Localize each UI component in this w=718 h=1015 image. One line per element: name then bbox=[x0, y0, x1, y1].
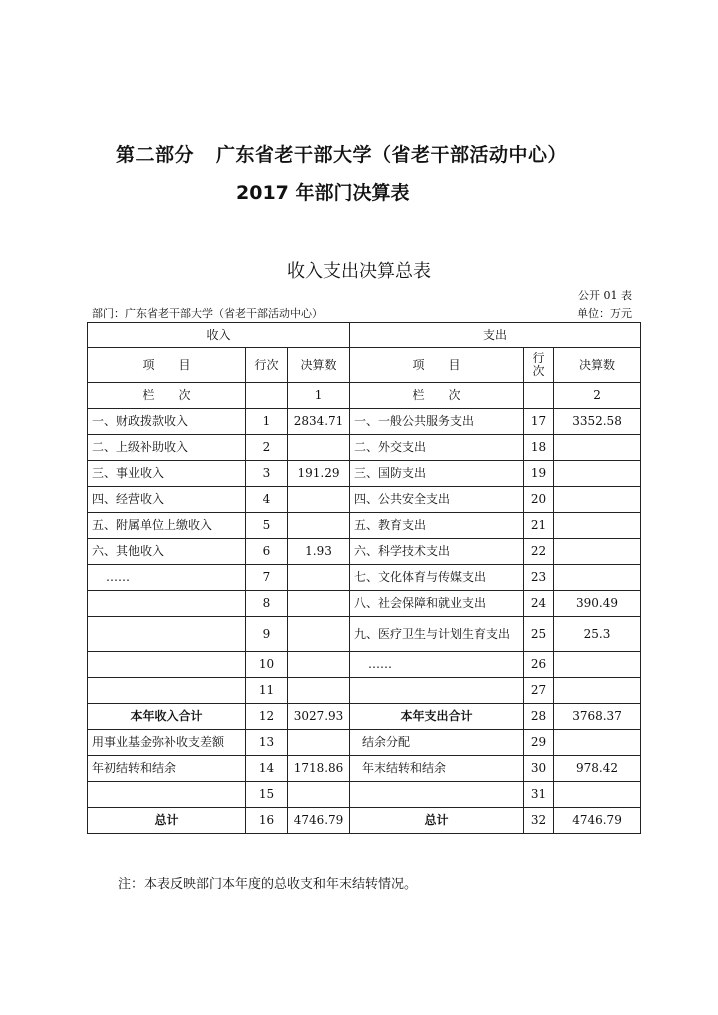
table-row bbox=[88, 539, 641, 565]
expense-line-no-cell: 18 bbox=[524, 435, 554, 461]
expense-item-cell bbox=[350, 678, 524, 704]
table-row bbox=[88, 487, 641, 513]
part-label: 第二部分 bbox=[116, 144, 195, 166]
expense-line-no-cell: 22 bbox=[524, 539, 554, 565]
expense-amount-cell: 978.42 bbox=[554, 756, 641, 782]
income-amount-header: 决算数 bbox=[288, 348, 350, 383]
expense-amount-cell bbox=[554, 487, 641, 513]
income-amount-cell bbox=[288, 782, 350, 808]
expense-amount-cell bbox=[554, 782, 641, 808]
table-code: 公开 01 表 bbox=[578, 289, 632, 302]
expense-item-cell: 总计 bbox=[350, 808, 524, 834]
expense-amount-cell: 4746.79 bbox=[554, 808, 641, 834]
income-amount-cell bbox=[288, 435, 350, 461]
income-line-no-cell: 1 bbox=[246, 409, 288, 435]
expense-column-no: 2 bbox=[554, 383, 641, 409]
expense-line-no-cell: 31 bbox=[524, 782, 554, 808]
income-amount-cell: 2834.71 bbox=[288, 409, 350, 435]
income-item-header: 项 目 bbox=[88, 348, 246, 383]
table-row bbox=[88, 435, 641, 461]
income-amount-cell bbox=[288, 591, 350, 617]
income-amount-cell: 1718.86 bbox=[288, 756, 350, 782]
expense-amount-cell: 390.49 bbox=[554, 591, 641, 617]
income-item-cell bbox=[88, 678, 246, 704]
income-item-cell bbox=[88, 782, 246, 808]
expense-line-no-cell: 20 bbox=[524, 487, 554, 513]
income-line-no-cell: 15 bbox=[246, 782, 288, 808]
income-item-cell: 五、附属单位上缴收入 bbox=[88, 513, 246, 539]
expense-line-no-cell: 24 bbox=[524, 591, 554, 617]
expense-item-cell: 本年支出合计 bbox=[350, 704, 524, 730]
table-row bbox=[88, 565, 641, 591]
expense-column-no-blank bbox=[524, 383, 554, 409]
expense-item-header: 项 目 bbox=[350, 348, 524, 383]
income-amount-cell: 1.93 bbox=[288, 539, 350, 565]
expense-amount-cell bbox=[554, 461, 641, 487]
expense-item-cell: 九、医疗卫生与计划生育支出 bbox=[350, 617, 524, 652]
expense-line-no-cell: 32 bbox=[524, 808, 554, 834]
income-amount-cell bbox=[288, 565, 350, 591]
table-row bbox=[88, 461, 641, 487]
income-item-cell: 用事业基金弥补收支差额 bbox=[88, 730, 246, 756]
income-column-no: 1 bbox=[288, 383, 350, 409]
expense-line-no-cell: 17 bbox=[524, 409, 554, 435]
income-amount-cell: 4746.79 bbox=[288, 808, 350, 834]
income-line-no-cell: 16 bbox=[246, 808, 288, 834]
column-header-row bbox=[88, 348, 641, 383]
table-title: 收入支出决算总表 bbox=[287, 261, 431, 282]
income-column-no-label: 栏 次 bbox=[88, 383, 246, 409]
expense-line-no-cell: 23 bbox=[524, 565, 554, 591]
income-amount-cell: 3027.93 bbox=[288, 704, 350, 730]
income-line-no-cell: 7 bbox=[246, 565, 288, 591]
column-number-row bbox=[88, 383, 641, 409]
expense-amount-cell bbox=[554, 652, 641, 678]
table-row bbox=[88, 704, 641, 730]
income-amount-cell bbox=[288, 730, 350, 756]
income-line-no-cell: 8 bbox=[246, 591, 288, 617]
expense-amount-cell bbox=[554, 513, 641, 539]
income-item-cell: 总计 bbox=[88, 808, 246, 834]
income-item-cell: 六、其他收入 bbox=[88, 539, 246, 565]
table-row bbox=[88, 591, 641, 617]
income-line-no-cell: 13 bbox=[246, 730, 288, 756]
table-row bbox=[88, 756, 641, 782]
income-amount-cell: 191.29 bbox=[288, 461, 350, 487]
income-item-cell: 本年收入合计 bbox=[88, 704, 246, 730]
expense-line-no-cell: 25 bbox=[524, 617, 554, 652]
expense-item-cell: 年末结转和结余 bbox=[350, 756, 524, 782]
expense-item-cell: 结余分配 bbox=[350, 730, 524, 756]
table-row bbox=[88, 652, 641, 678]
income-amount-cell bbox=[288, 617, 350, 652]
income-line-no-cell: 12 bbox=[246, 704, 288, 730]
income-line-no-cell: 2 bbox=[246, 435, 288, 461]
table-row bbox=[88, 808, 641, 834]
table-row bbox=[88, 617, 641, 652]
expense-line-no-header: 行 次 bbox=[524, 348, 554, 383]
income-line-no-cell: 5 bbox=[246, 513, 288, 539]
income-line-no-cell: 4 bbox=[246, 487, 288, 513]
expense-amount-cell bbox=[554, 678, 641, 704]
budget-table bbox=[87, 322, 641, 834]
income-column-no-blank bbox=[246, 383, 288, 409]
income-item-cell bbox=[88, 617, 246, 652]
document-title bbox=[116, 140, 567, 167]
income-line-no-cell: 14 bbox=[246, 756, 288, 782]
income-line-no-header: 行次 bbox=[246, 348, 288, 383]
income-item-cell bbox=[88, 652, 246, 678]
expense-amount-header: 决算数 bbox=[554, 348, 641, 383]
income-section-header: 收入 bbox=[88, 323, 350, 348]
income-amount-cell bbox=[288, 487, 350, 513]
expense-item-cell: 七、文化体育与传媒支出 bbox=[350, 565, 524, 591]
expense-line-no-cell: 26 bbox=[524, 652, 554, 678]
income-item-cell: 三、事业收入 bbox=[88, 461, 246, 487]
expense-section-header: 支出 bbox=[350, 323, 641, 348]
table-row bbox=[88, 513, 641, 539]
expense-line-no-cell: 30 bbox=[524, 756, 554, 782]
expense-item-cell: 五、教育支出 bbox=[350, 513, 524, 539]
section-header-row bbox=[88, 323, 641, 348]
expense-amount-cell bbox=[554, 539, 641, 565]
income-amount-cell bbox=[288, 652, 350, 678]
table-row bbox=[88, 678, 641, 704]
expense-line-no-cell: 19 bbox=[524, 461, 554, 487]
expense-amount-cell bbox=[554, 435, 641, 461]
expense-amount-cell: 3768.37 bbox=[554, 704, 641, 730]
document-year-title: 2017 年部门决算表 bbox=[236, 182, 410, 204]
expense-line-no-cell: 29 bbox=[524, 730, 554, 756]
income-item-cell: 二、上级补助收入 bbox=[88, 435, 246, 461]
expense-column-no-label: 栏 次 bbox=[350, 383, 524, 409]
income-item-cell: …… bbox=[88, 565, 246, 591]
income-item-cell bbox=[88, 591, 246, 617]
expense-item-cell: 四、公共安全支出 bbox=[350, 487, 524, 513]
income-amount-cell bbox=[288, 678, 350, 704]
expense-amount-cell bbox=[554, 730, 641, 756]
table-row bbox=[88, 782, 641, 808]
income-line-no-cell: 11 bbox=[246, 678, 288, 704]
expense-item-cell: …… bbox=[350, 652, 524, 678]
department-label: 部门：广东省老干部大学（省老干部活动中心） bbox=[92, 307, 323, 320]
expense-line-no-cell: 28 bbox=[524, 704, 554, 730]
table-row bbox=[88, 409, 641, 435]
expense-item-cell bbox=[350, 782, 524, 808]
org-name: 广东省老干部大学（省老干部活动中心） bbox=[216, 144, 568, 166]
expense-amount-cell: 3352.58 bbox=[554, 409, 641, 435]
income-line-no-cell: 6 bbox=[246, 539, 288, 565]
table-row bbox=[88, 730, 641, 756]
income-line-no-cell: 10 bbox=[246, 652, 288, 678]
expense-item-cell: 八、社会保障和就业支出 bbox=[350, 591, 524, 617]
expense-item-cell: 一、一般公共服务支出 bbox=[350, 409, 524, 435]
income-line-no-cell: 3 bbox=[246, 461, 288, 487]
expense-item-cell: 二、外交支出 bbox=[350, 435, 524, 461]
expense-amount-cell: 25.3 bbox=[554, 617, 641, 652]
expense-line-no-cell: 27 bbox=[524, 678, 554, 704]
income-item-cell: 一、财政拨款收入 bbox=[88, 409, 246, 435]
income-item-cell: 四、经营收入 bbox=[88, 487, 246, 513]
income-amount-cell bbox=[288, 513, 350, 539]
expense-item-cell: 六、科学技术支出 bbox=[350, 539, 524, 565]
unit-label: 单位：万元 bbox=[577, 307, 632, 320]
footnote: 注：本表反映部门本年度的总收支和年末结转情况。 bbox=[118, 877, 418, 892]
income-line-no-cell: 9 bbox=[246, 617, 288, 652]
expense-amount-cell bbox=[554, 565, 641, 591]
expense-item-cell: 三、国防支出 bbox=[350, 461, 524, 487]
expense-line-no-cell: 21 bbox=[524, 513, 554, 539]
income-item-cell: 年初结转和结余 bbox=[88, 756, 246, 782]
